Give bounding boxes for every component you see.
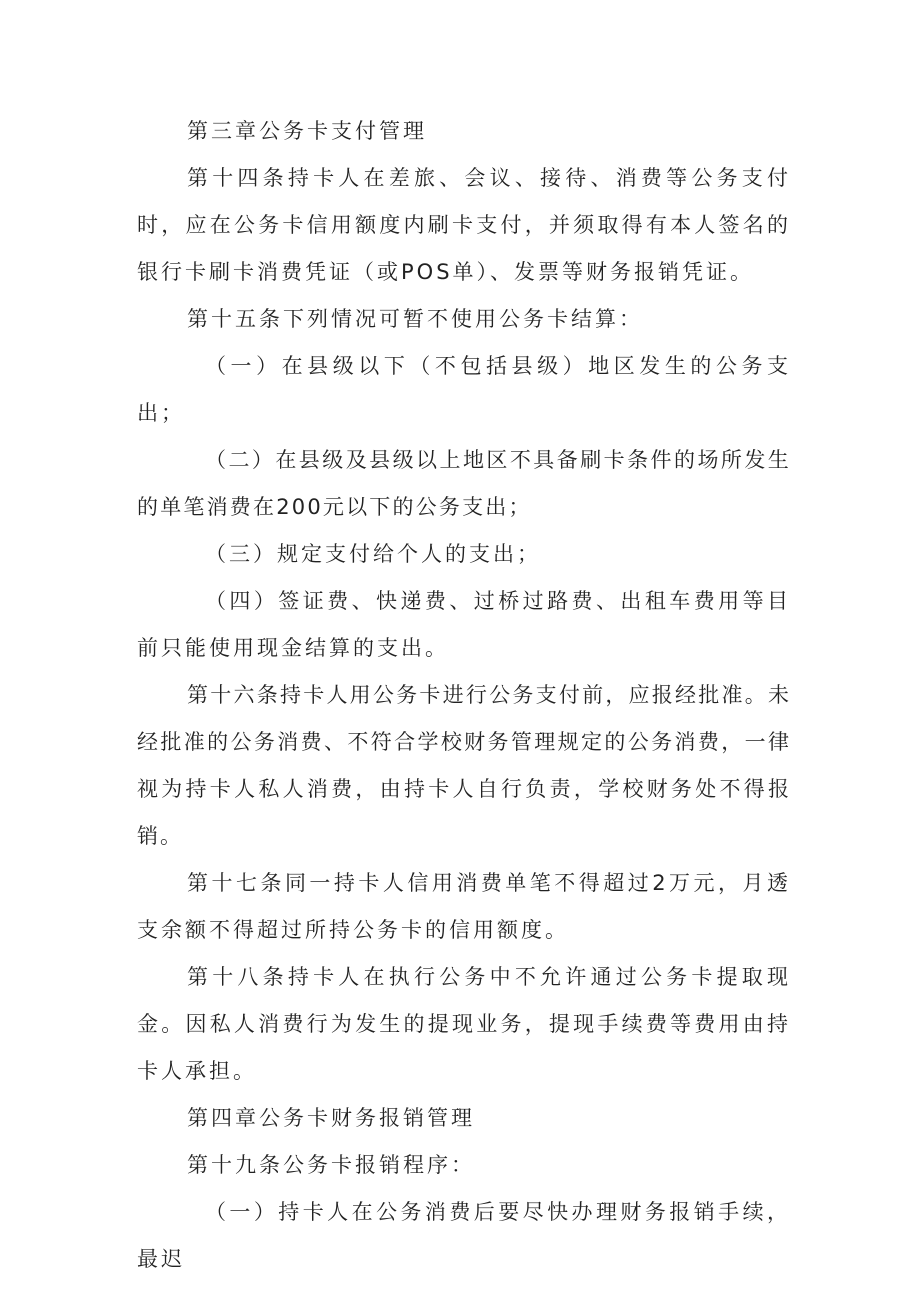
article-15-item-2: （二）在县级及县级以上地区不具备刷卡条件的场所发生的单笔消费在200元以下的公务支出；: [137, 448, 791, 519]
article-19: 第十九条公务卡报销程序：: [187, 1153, 475, 1177]
document-body: [137, 108, 791, 1283]
article-14: 第十四条持卡人在差旅、会议、接待、消费等公务支付时，应在公务卡信用额度内刷卡支付，并须取得有本人签名的银行卡刷卡消费凭证（或POS单）、发票等财务报销凭证。: [137, 166, 791, 284]
article-16: 第十六条持卡人用公务卡进行公务支付前，应报经批准。未经批准的公务消费、不符合学校财务管理规定的公务消费，一律视为持卡人私人消费，由持卡人自行负责，学校财务处不得报销。: [137, 683, 791, 848]
article-15-item-1: （一）在县级以下（不包括县级）地区发生的公务支出；: [137, 354, 791, 425]
chapter-4-heading: 第四章公务卡财务报销管理: [187, 1106, 475, 1130]
article-19-item-1: （一）持卡人在公务消费后要尽快办理财务报销手续，最迟: [137, 1200, 791, 1271]
article-15: 第十五条下列情况可暂不使用公务卡结算：: [187, 307, 643, 331]
chapter-3-heading: 第三章公务卡支付管理: [187, 119, 427, 143]
article-15-item-3: （三）规定支付给个人的支出；: [205, 542, 541, 566]
article-18: 第十八条持卡人在执行公务中不允许通过公务卡提取现金。因私人消费行为发生的提现业务，提现手续费等费用由持卡人承担。: [137, 965, 791, 1083]
article-15-item-4: （四）签证费、快递费、过桥过路费、出租车费用等目前只能使用现金结算的支出。: [137, 589, 791, 660]
article-17: 第十七条同一持卡人信用消费单笔不得超过2万元，月透支余额不得超过所持公务卡的信用额度。: [137, 871, 791, 942]
